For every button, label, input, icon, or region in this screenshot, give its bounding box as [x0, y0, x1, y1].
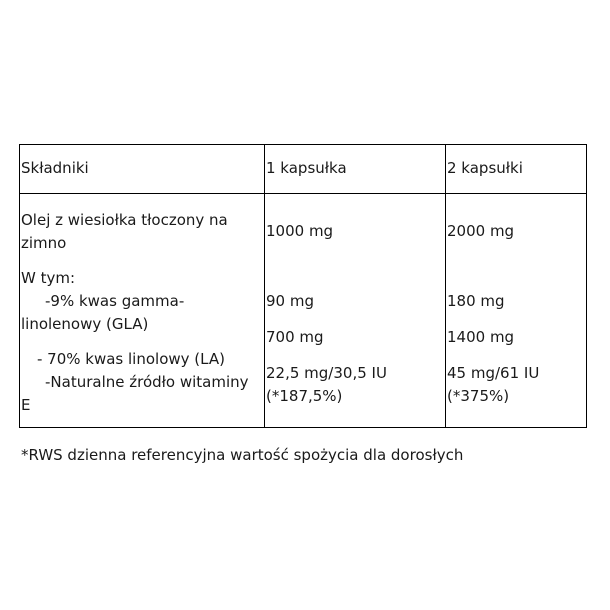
- one-capsule-oil: 1000 mg: [266, 222, 334, 240]
- ingredient-gla-line2: linolenowy (GLA): [21, 315, 149, 333]
- header-one-capsule: 1 kapsułka: [266, 159, 347, 177]
- ingredient-gla-line1: -9% kwas gamma-: [45, 292, 185, 310]
- ingredient-of-which: W tym:: [21, 269, 76, 287]
- one-capsule-gla: 90 mg: [266, 292, 314, 310]
- ingredient-vitamin-line1: -Naturalne źródło witaminy: [45, 373, 249, 391]
- footnote-rws: *RWS dzienna referencyjna wartość spożycia dla dorosłych: [21, 446, 464, 464]
- header-ingredients: Składniki: [21, 159, 89, 177]
- one-capsule-vitamin-line1: 22,5 mg/30,5 IU: [266, 364, 387, 382]
- two-capsules-oil: 2000 mg: [447, 222, 515, 240]
- two-capsules-vitamin-line2: (*375%): [447, 387, 510, 405]
- two-capsules-la: 1400 mg: [447, 328, 515, 346]
- column-divider-1: [264, 145, 265, 427]
- two-capsules-gla: 180 mg: [447, 292, 505, 310]
- one-capsule-vitamin-line2: (*187,5%): [266, 387, 343, 405]
- ingredient-vitamin-line2: E: [21, 396, 31, 414]
- header-two-capsules: 2 kapsułki: [447, 159, 523, 177]
- ingredient-oil-line1: Olej z wiesiołka tłoczony na: [21, 211, 228, 229]
- one-capsule-la: 700 mg: [266, 328, 324, 346]
- two-capsules-vitamin-line1: 45 mg/61 IU: [447, 364, 540, 382]
- header-divider: [20, 193, 586, 194]
- nutrition-table: [19, 144, 587, 428]
- ingredient-la: - 70% kwas linolowy (LA): [37, 350, 225, 368]
- column-divider-2: [445, 145, 446, 427]
- ingredient-oil-line2: zimno: [21, 234, 67, 252]
